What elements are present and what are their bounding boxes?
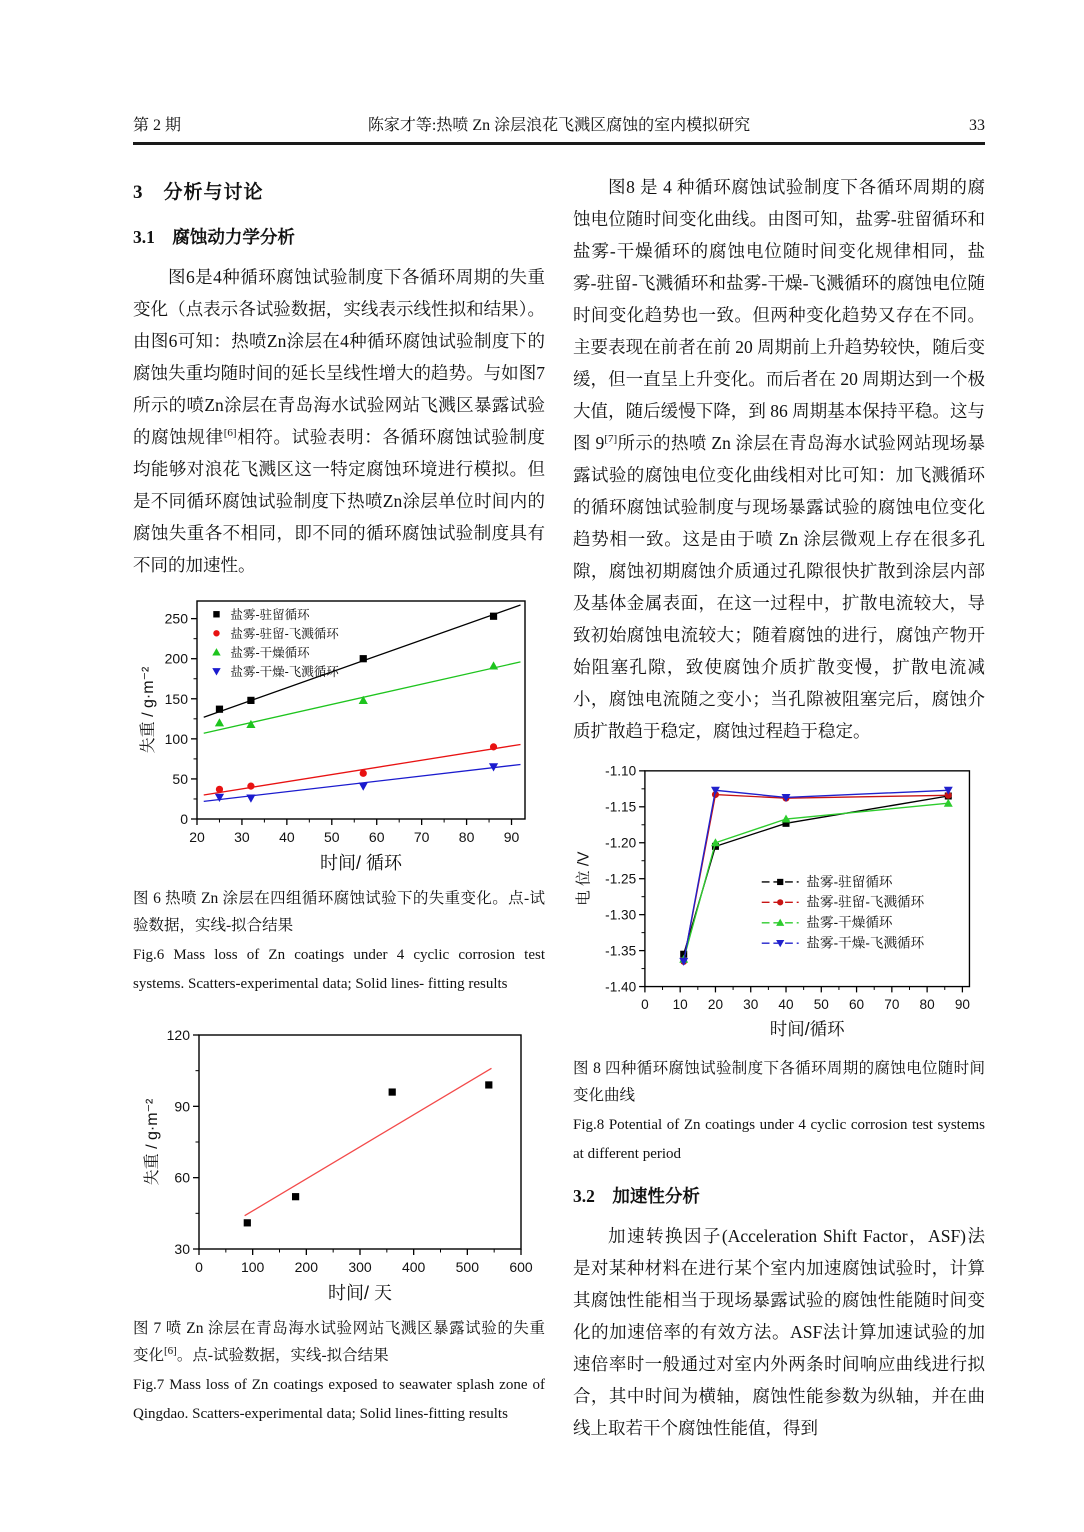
- svg-text:60: 60: [849, 996, 865, 1012]
- svg-text:300: 300: [348, 1259, 372, 1275]
- svg-text:80: 80: [919, 996, 935, 1012]
- svg-text:-1.10: -1.10: [605, 763, 637, 779]
- citation-ref-7: [7]: [604, 433, 618, 446]
- svg-text:50: 50: [324, 829, 340, 845]
- two-column-body: [133, 171, 985, 1444]
- svg-text:盐雾-驻留循环: 盐雾-驻留循环: [806, 874, 893, 890]
- svg-text:60: 60: [368, 829, 385, 845]
- svg-text:盐雾-驻留-飞溅循环: 盐雾-驻留-飞溅循环: [230, 626, 339, 641]
- svg-text:10: 10: [672, 996, 688, 1012]
- svg-text:-1.40: -1.40: [605, 979, 637, 995]
- svg-text:-1.25: -1.25: [605, 871, 637, 887]
- svg-text:80: 80: [458, 829, 475, 845]
- right-column: [573, 171, 985, 1444]
- svg-text:0: 0: [180, 811, 188, 827]
- fig6-caption-en: Fig.6 Mass loss of Zn coatings under 4 cyclic corrosion test systems. Scatters-experimental data; Solid lines- fitting results: [133, 947, 545, 992]
- svg-text:失重 / g·m⁻²: 失重 / g·m⁻²: [144, 1098, 161, 1186]
- caption-text: 图 7 喷 Zn 涂层在青岛海水试验网站飞溅区暴露试验的失重变化: [133, 1320, 545, 1364]
- fig8-caption-en: Fig.8 Potential of Zn coatings under 4 cyclic corrosion test systems at different period: [573, 1117, 985, 1162]
- right-paragraph-1: [573, 171, 985, 747]
- paragraph-text: 相符。试验表明：各循环腐蚀试验制度均能够对浪花飞溅区这一特定腐蚀环境进行模拟。但是不同循环腐蚀试验制度下热喷Zn涂层单位时间内的腐蚀失重各不相同，即不同的循环腐蚀试验制度具有不同的加速性。: [133, 427, 546, 575]
- svg-text:50: 50: [813, 996, 829, 1012]
- svg-text:100: 100: [164, 730, 188, 747]
- svg-text:600: 600: [509, 1259, 533, 1275]
- svg-text:-1.30: -1.30: [605, 907, 637, 923]
- fig6-mass-loss-chart: [133, 589, 545, 881]
- fig8-caption-cn: 图 8 四种循环腐蚀试验制度下各循环周期的腐蚀电位随时间变化曲线: [573, 1060, 985, 1104]
- svg-text:60: 60: [174, 1169, 190, 1186]
- svg-text:盐雾-干燥-飞溅循环: 盐雾-干燥-飞溅循环: [230, 664, 339, 679]
- svg-text:0: 0: [195, 1259, 203, 1275]
- svg-text:-1.15: -1.15: [605, 799, 637, 815]
- fig7-splash-zone-chart: [133, 1023, 545, 1311]
- svg-text:盐雾-干燥-飞溅循环: 盐雾-干燥-飞溅循环: [806, 935, 925, 951]
- svg-text:200: 200: [164, 650, 188, 667]
- svg-text:20: 20: [189, 829, 205, 845]
- left-column: [133, 171, 545, 1444]
- svg-text:盐雾-干燥循环: 盐雾-干燥循环: [230, 645, 310, 660]
- svg-text:40: 40: [279, 829, 295, 845]
- left-paragraph-1: [133, 261, 545, 581]
- svg-text:400: 400: [401, 1259, 426, 1275]
- svg-text:30: 30: [174, 1241, 190, 1257]
- svg-text:90: 90: [954, 996, 970, 1012]
- svg-text:100: 100: [240, 1259, 265, 1275]
- svg-text:30: 30: [234, 829, 250, 845]
- section-3-heading: 3 分析与讨论: [133, 182, 264, 203]
- running-title: 陈家才等:热喷 Zn 涂层浪花飞溅区腐蚀的室内模拟研究: [367, 117, 751, 134]
- svg-text:时间/ 天: 时间/ 天: [327, 1283, 393, 1303]
- right-paragraph-2: 加速转换因子(Acceleration Shift Factor，ASF)法是对某种材料在进行某个室内加速腐蚀试验时，计算其腐蚀性能相当于现场暴露试验的腐蚀性能随时间变化的加速倍率的有效方法。ASF法计算加速试验的加速倍率时一般通过对室内外两条时间响应曲线进行拟合，其中时间为横轴，腐蚀性能参数为纵轴，并在曲线上取若干个腐蚀性能值，得到: [573, 1226, 985, 1438]
- svg-text:20: 20: [707, 996, 724, 1012]
- paragraph-text: 所示的热喷 Zn 涂层在青岛海水试验网站现场暴露试验的腐蚀电位变化曲线相对比可知：加飞溅循环的循环腐蚀试验制度与现场暴露试验的腐蚀电位变化趋势相一致。这是由于喷 Zn 涂层微观上存在很多孔隙，腐蚀初期腐蚀介质通过孔隙很快扩散到涂层内部及基体金属表面，在这一过程中，扩散电流较大，导致初始腐蚀电流较大；随着腐蚀的进行，腐蚀产物开始阻塞孔隙，致使腐蚀介质扩散变慢，扩散电流减小，腐蚀电流随之变小；当孔隙被阻塞完后，腐蚀介质扩散趋于稳定，腐蚀过程趋于稳定。: [573, 433, 985, 741]
- svg-text:50: 50: [172, 770, 188, 787]
- section-3-2-heading: 3.2 加速性分析: [573, 1186, 700, 1206]
- citation-ref-6: [6]: [223, 427, 237, 440]
- svg-text:90: 90: [174, 1098, 190, 1115]
- svg-text:150: 150: [164, 690, 188, 707]
- svg-text:70: 70: [884, 996, 900, 1012]
- svg-text:120: 120: [166, 1027, 190, 1043]
- section-3-1-heading: 3.1 腐蚀动力学分析: [133, 227, 295, 247]
- svg-text:500: 500: [455, 1259, 480, 1275]
- citation-ref-6: [6]: [164, 1344, 177, 1357]
- fig8-potential-chart: [573, 755, 985, 1051]
- fig7-caption-en: Fig.7 Mass loss of Zn coatings exposed to seawater splash zone of Qingdao. Scatters-experimental data; Solid lines-fitting results: [133, 1377, 545, 1422]
- svg-text:-1.35: -1.35: [605, 943, 637, 959]
- svg-text:盐雾-干燥循环: 盐雾-干燥循环: [806, 915, 893, 931]
- journal-issue: 第 2 期: [133, 117, 182, 134]
- page-header: [133, 112, 985, 145]
- paragraph-text: 图6是4种循环腐蚀试验制度下各循环周期的失重变化（点表示各试验数据，实线表示线性拟和结果）。由图6可知：热喷Zn涂层在4种循环腐蚀试验制度下的腐蚀失重均随时间的延长呈线性增大的趋势。与如图7所示的喷Zn涂层在青岛海水试验网站飞溅区暴露试验的腐蚀规律: [133, 267, 545, 447]
- svg-text:30: 30: [743, 996, 759, 1012]
- svg-text:盐雾-驻留循环: 盐雾-驻留循环: [230, 607, 310, 622]
- svg-text:0: 0: [641, 996, 649, 1012]
- svg-text:40: 40: [778, 996, 794, 1012]
- page-number: 33: [969, 117, 985, 134]
- svg-text:250: 250: [164, 610, 188, 627]
- svg-text:70: 70: [413, 829, 430, 845]
- fig7-caption-cn: [133, 1315, 545, 1369]
- svg-text:-1.20: -1.20: [605, 835, 637, 851]
- svg-text:200: 200: [294, 1259, 319, 1275]
- svg-text:时间/循环: 时间/循环: [769, 1019, 845, 1040]
- svg-text:时间/ 循环: 时间/ 循环: [319, 853, 403, 873]
- svg-text:90: 90: [503, 829, 520, 845]
- svg-text:电 位 /V: 电 位 /V: [575, 851, 593, 906]
- svg-text:盐雾-驻留-飞溅循环: 盐雾-驻留-飞溅循环: [806, 894, 925, 910]
- fig6-caption-cn: 图 6 热喷 Zn 涂层在四组循环腐蚀试验下的失重变化。点-试验数据，实线-拟合结果: [133, 890, 545, 934]
- paragraph-text: 图8 是 4 种循环腐蚀试验制度下各循环周期的腐蚀电位随时间变化曲线。由图可知，盐雾-驻留循环和盐雾-干燥循环的腐蚀电位随时间变化规律相同，盐雾-驻留-飞溅循环和盐雾-干燥-飞溅循环的腐蚀电位随时间变化趋势也一致。但两种变化趋势又存在不同。主要表现在前者在前 20 周期前上升趋势较快，随后变缓，但一直呈上升变化。而后者在 20 周期达到一个极大值，随后缓慢下降，到 86 周期基本保持平稳。这与图 9: [573, 177, 985, 453]
- svg-text:失重 / g·m⁻²: 失重 / g·m⁻²: [140, 666, 157, 754]
- caption-text: 。点-试验数据，实线-拟合结果: [176, 1347, 389, 1364]
